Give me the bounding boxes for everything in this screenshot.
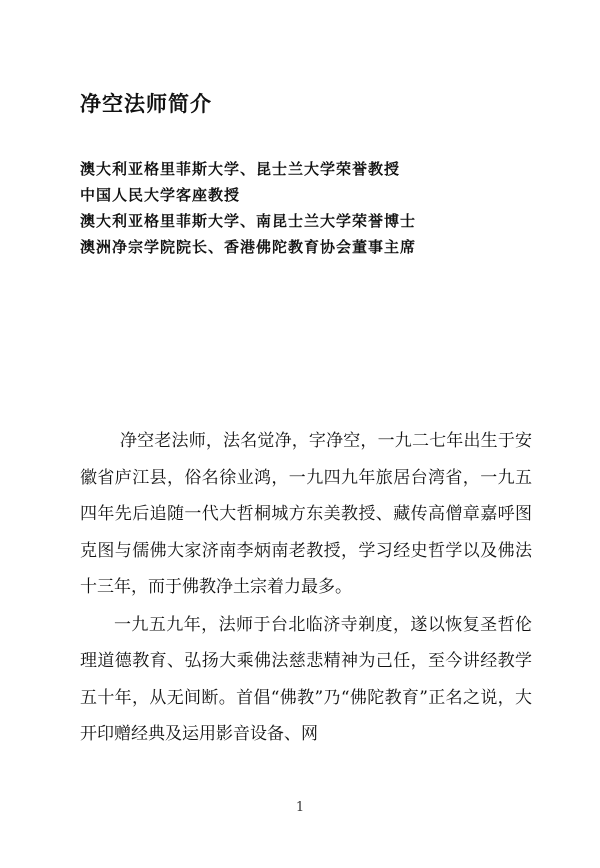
credential-line: 中国人民大学客座教授 [80,186,241,204]
credential-line: 澳洲净宗学院院长、香港佛陀教育协会董事主席 [80,238,417,256]
body-text [80,423,532,754]
credential-line: 澳大利亚格里菲斯大学、昆士兰大学荣誉教授 [80,160,401,178]
page-title: 净空法师简介 [80,91,212,116]
credential-line: 澳大利亚格里菲斯大学、南昆士兰大学荣誉博士 [80,212,417,230]
paragraph: 净空老法师，法名觉净，字净空，一九二七年出生于安徽省庐江县，俗名徐业鸿，一九四九年旅居台湾省，一九五四年先后追随一代大哲桐城方东美教授、藏传高僧章嘉呼图克图与儒佛大家济南李炳南老教授，学习经史哲学以及佛法十三年，而于佛教净土宗着力最多。 [80,431,532,597]
credentials-list [80,156,550,260]
page-number: 1 [295,800,305,815]
paragraph: 一九五九年，法师于台北临济寺剃度，遂以恢复圣哲伦理道德教育、弘扬大乘佛法慈悲精神为己任，至今讲经教学五十年，从无间断。首倡“佛教”乃“佛陀教育”正名之说，大开印赠经典及运用影音设备、网 [80,614,532,744]
